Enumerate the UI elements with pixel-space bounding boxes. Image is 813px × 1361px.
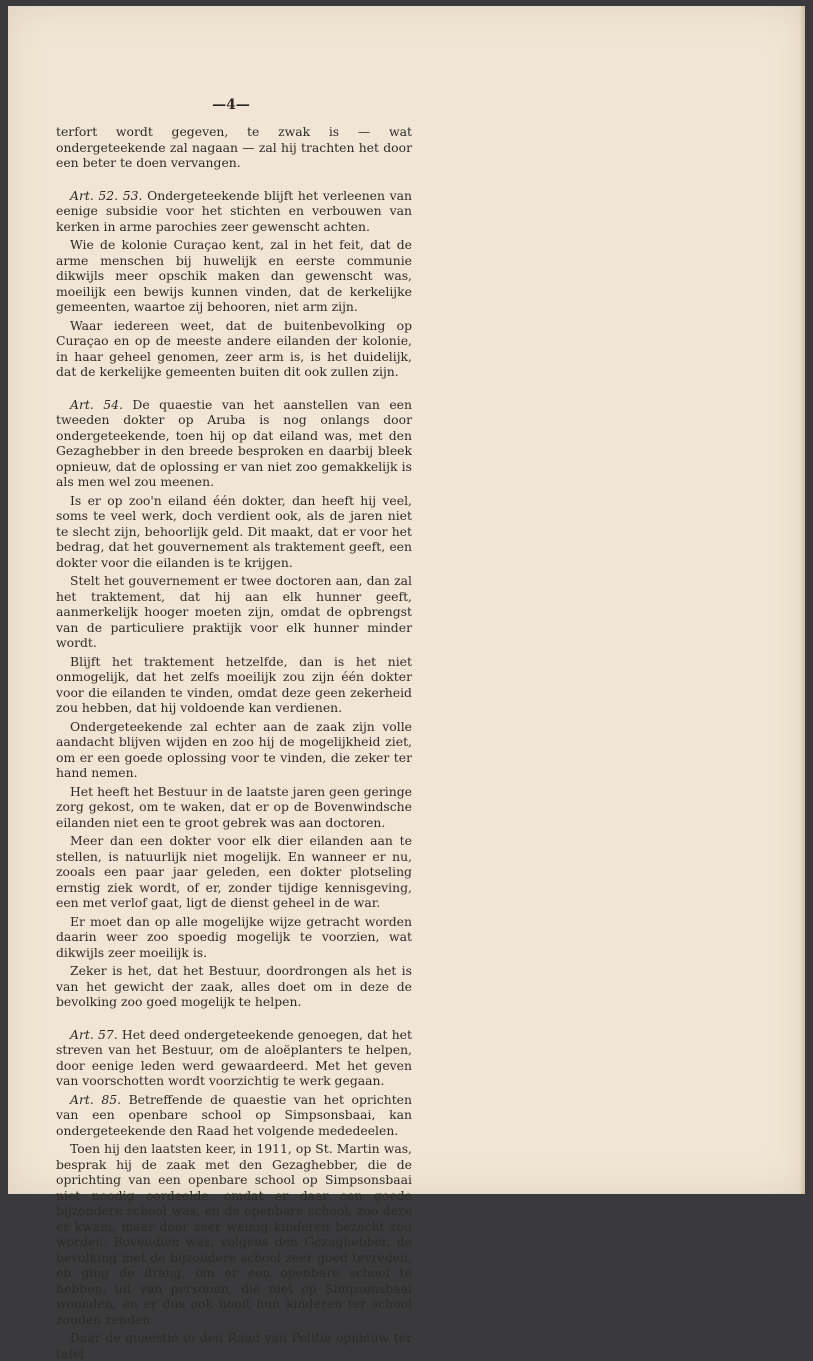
- article-label: Art. 57.: [70, 1026, 118, 1042]
- paragraph-text: Wie de kolonie Curaçao kent, zal in het feit, dat de arme menschen bij huwelijk en eerste communie dikwijls meer opschik maken dan gewenscht was, moeilijk een bewijs kunnen vinden, dat de kerkelijke gemeenten, waartoe zij behooren, niet arm zijn.: [56, 237, 412, 314]
- paragraph: [56, 1141, 412, 1327]
- article-label: Art. 54.: [70, 396, 123, 412]
- paragraph: [56, 1330, 412, 1361]
- article-label: Art. 85.: [70, 1091, 122, 1107]
- paragraph-text: Daar de quaestie in den Raad van Politie opnieuw ter tafel: [56, 1330, 412, 1361]
- article-paragraph: [56, 1092, 412, 1139]
- paragraph: [56, 784, 412, 831]
- document-page: [8, 6, 805, 1361]
- paragraph-text: De quaestie van het aanstellen van een tweeden dokter op Aruba is nog onlangs door ondergeteekende, toen hij op dat eiland was, met den Gezaghebber in den breede besproken en daarbij bleek opnieuw, dat de oplossing er van niet zoo gemakkelijk is als men wel zou meenen.: [56, 396, 412, 489]
- paragraph: [56, 493, 412, 571]
- paragraph: [56, 833, 412, 911]
- paragraph-text: terfort wordt gegeven, te zwak is — wat ondergeteekende zal nagaan — zal hij trachten het door een beter te doen vervangen.: [56, 124, 412, 170]
- paragraph-text: Het deed ondergeteekende genoegen, dat het streven van het Bestuur, om de aloëplanters te helpen, door eenige leden werd gewaardeerd. Met het geven van voorschotten wordt voorzichtig te werk gegaan.: [56, 1026, 412, 1088]
- paragraph-text: Blijft het traktement hetzelfde, dan is het niet onmogelijk, dat het zelfs moeilijk zou zijn één dokter voor die eilanden te vinden, omdat deze geen zekerheid zou hebben, dat hij voldoende kan verdienen.: [56, 653, 412, 715]
- paragraph-text: Toen hij den laatsten keer, in 1911, op St. Martin was, besprak hij de zaak met den Gezaghebber, die de oprichting van een openbare school op Simpsonsbaai niet noodig oordeelde, omdat er daar een goede bijzondere school was, en de openbare school, zoo deze er kwam, maar door zeer weinig kinderen bezocht zou worden. Bovendien was, volgens den Gezaghebber, de bevolking met de bijzondere school zeer goed tevreden, en ging de drang, om er een openbare school te hebben, uit van personen, die niet op Simpsonsbaai woonden, en er dus ook nooit hun kinderen ter school zouden zenden.: [56, 1141, 412, 1327]
- paragraph: [56, 914, 412, 961]
- article-paragraph: [56, 1027, 412, 1089]
- paragraph-text: Het heeft het Bestuur in de laatste jaren geen geringe zorg gekost, om te waken, dat er op de Bovenwindsche eilanden niet een te groot gebrek was aan doctoren.: [56, 783, 412, 830]
- paragraph: [56, 318, 412, 380]
- page-number: —4—: [212, 97, 250, 113]
- article-paragraph: [56, 188, 412, 235]
- paragraph-text: Ondergeteekende blijft het verleenen van eenige subsidie voor het stichten en verbouwen van kerken in arme parochies zeer gewenscht achten.: [56, 187, 412, 234]
- paragraph: [56, 654, 412, 716]
- paragraph: [56, 963, 412, 1010]
- paragraph-text: Waar iedereen weet, dat de buitenbevolking op Curaçao en op de meeste andere eilanden der kolonie, in haar geheel genomen, zeer arm is, is het duidelijk, dat de kerkelijke gemeenten buiten dit ook zullen zijn.: [56, 317, 412, 379]
- paragraph-text: Er moet dan op alle mogelijke wijze getracht worden daarin weer zoo spoedig mogelijk te voorzien, wat dikwijls zeer moeilijk is.: [56, 913, 412, 960]
- paragraph-text: Meer dan een dokter voor elk dier eilanden aan te stellen, is natuurlijk niet mogelijk. En wanneer er nu, zooals een paar jaar geleden, een dokter plotseling ernstig ziek wordt, of er, zonder tijdige kennisgeving, een met verlof gaat, ligt de dienst geheel in de war.: [56, 833, 412, 910]
- paragraph: [56, 573, 412, 651]
- paragraph-text: Zeker is het, dat het Bestuur, doordrongen als het is van het gewicht der zaak, alles doet om in deze de bevolking zoo goed mogelijk te helpen.: [56, 963, 412, 1009]
- body-text: [56, 124, 412, 1361]
- paragraph-text: Is er op zoo'n eiland één dokter, dan heeft hij veel, soms te veel werk, doch verdient ook, als de jaren niet te slecht zijn, behoorlijk geld. Dit maakt, dat er voor het bedrag, dat het gouvernement als traktement geeft, een dokter voor die eilanden is te krijgen.: [56, 492, 412, 570]
- paragraph: [56, 719, 412, 781]
- paragraph-text: Ondergeteekende zal echter aan de zaak zijn volle aandacht blijven wijden en zoo hij de mogelijkheid ziet, om er een goede oplossing voor te vinden, die zeker ter hand nemen.: [56, 718, 412, 780]
- paragraph: [56, 124, 412, 171]
- article-label: Art. 52. 53.: [70, 187, 143, 203]
- paragraph-text: Stelt het gouvernement er twee doctoren aan, dan zal het traktement, dat hij aan elk hunner geeft, aanmerkelijk hooger moeten zijn, omdat de opbrengst van de particuliere praktijk voor elk hunner minder wordt.: [56, 573, 412, 650]
- paragraph: [56, 237, 412, 315]
- paragraph-text: Betreffende de quaestie van het oprichten van een openbare school op Simpsonsbaai, kan ondergeteekende den Raad het volgende mededeelen.: [56, 1091, 412, 1138]
- article-paragraph: [56, 397, 412, 490]
